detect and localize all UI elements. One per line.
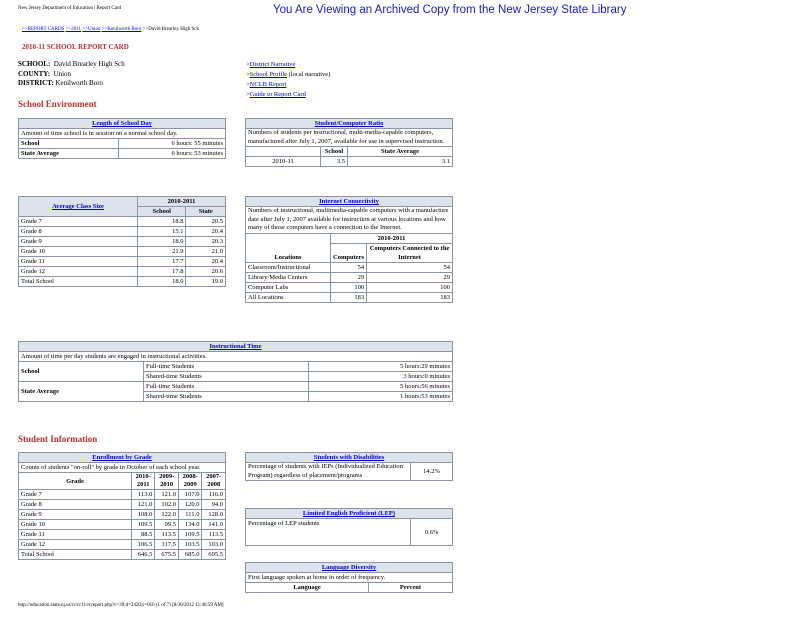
ratio-year: 2010-11 — [246, 157, 321, 167]
disabilities-description: Percentage of students with IEPs (Individualized Education Program) regardless of placement/programs — [246, 463, 411, 481]
lep-description: Percentage of LEP students — [246, 519, 411, 546]
breadcrumb-kenilworth[interactable]: >>Kenilworth Boro — [101, 27, 142, 32]
report-title: 2010-11 SCHOOL REPORT CARD — [22, 43, 129, 51]
breadcrumb — [22, 27, 199, 32]
ratio-state: 3.1 — [348, 157, 453, 167]
table-row: Classroom/Instructional 54 54 — [246, 262, 453, 272]
archive-notice: You Are Viewing an Archived Copy from the New Jersey State Library — [273, 4, 627, 16]
instructional-time-description: Amount of time per day students are engaged in instructional activities. — [19, 352, 453, 362]
table-row: Total School 646.5 675.5 685.0 695.5 — [19, 550, 226, 560]
disabilities-value: 14.2% — [411, 463, 453, 481]
row-value: 6 hours: 53 minutes — [119, 149, 226, 159]
table-row: Grade 11 17.7 20.4 — [19, 257, 226, 267]
instructional-time-table: Instructional Time Amount of time per day students are engaged in instructional activities. School Full-time Students 5 hours:29 minutes Shared-time Students 3 hours:0 minutes State Average Full-time Students 5 hours:56 minutes Shared-time Students 1 hours:53 minutes — [18, 341, 453, 402]
disabilities-table — [245, 452, 453, 481]
county-name: Union — [53, 69, 72, 78]
row-value: 6 hours: 55 minutes — [119, 139, 226, 149]
school-name: David Brearley High Sch — [53, 60, 125, 68]
link-guide[interactable]: Guide to Report Card — [249, 91, 306, 98]
col-grade: Grade — [19, 473, 132, 490]
breadcrumb-union[interactable]: >>Union — [82, 27, 101, 32]
disabilities-title[interactable]: Students with Disabilities — [313, 454, 385, 461]
table-row: Grade 9 18.0 20.3 — [19, 237, 226, 247]
footer-url: http://education.state.nj.us/rc/rc11/rcreport.php?c=39;d=2420;s=010 (1 of 7) [8/30/2012 11:46:59 AM] — [18, 603, 224, 608]
table-row: Library/Media Centers 29 29 — [246, 272, 453, 282]
table-row: Grade 9 108.0 122.0 111.0 128.0 — [19, 510, 226, 520]
breadcrumb-2011[interactable]: >>2011 — [65, 27, 82, 32]
report-links: >District Narrative >School Profile (local narrative) >NCLB Report >Guide to Report Card — [246, 61, 331, 98]
internet-connectivity-table — [245, 196, 453, 303]
enrollment-description: Counts of students "on-roll" by grade in October of each school year. — [19, 463, 226, 473]
class-size-table — [18, 196, 226, 287]
instructional-time-title[interactable]: Instructional Time — [209, 343, 262, 350]
computer-ratio-table — [245, 118, 453, 167]
row-label: School — [19, 139, 119, 149]
lep-title[interactable]: Limited English Proficient (LEP) — [302, 510, 396, 517]
table-row: Grade 8 121.0 102.0 120.0 94.0 — [19, 500, 226, 510]
computer-ratio-description: Numbers of students per instructional, multi-media-capable computers, manufactured after July 1, 2007, available for use in supervised instruction. — [246, 129, 453, 147]
lep-value: 0.6% — [411, 519, 453, 546]
col-locations: Locations — [246, 233, 331, 262]
school-label: SCHOOL: — [18, 60, 51, 68]
col-state-average: State Average — [348, 147, 453, 157]
table-row: Grade 10 21.9 21.0 — [19, 247, 226, 257]
table-row: All Locations 183 183 — [246, 292, 453, 302]
county-label: COUNTY: — [18, 69, 51, 78]
section-school-environment: School Environment — [18, 99, 97, 109]
table-row: Grade 8 15.1 20.4 — [19, 227, 226, 237]
district-name: Kenilworth Boro — [55, 79, 104, 87]
breadcrumb-current: >>David Brearley High Sch — [142, 27, 199, 32]
table-row: Grade 10 109.5 99.5 134.0 141.0 — [19, 520, 226, 530]
length-of-day-description: Amount of time school is in session on a normal school day. — [19, 129, 226, 139]
link-district-narrative[interactable]: District Narrative — [249, 61, 296, 68]
table-row: Grade 12 106.5 117.5 103.5 103.0 — [19, 540, 226, 550]
col-state: State — [186, 207, 226, 217]
group-label: State Average — [19, 382, 144, 402]
table-row: Grade 12 17.8 20.6 — [19, 267, 226, 277]
internet-description: Numbers of instructional, multimedia-capable computers with a manufacture date after July 1, 2007 available for instruction at various locations and how many of those computers have a connection to the Internet. — [246, 207, 453, 234]
link-nclb-report[interactable]: NCLB Report — [249, 81, 287, 88]
internet-title[interactable]: Internet Connectivity — [319, 198, 379, 205]
internet-year: 2010-2011 — [331, 233, 453, 243]
row-label: State Average — [19, 149, 119, 159]
lep-table — [245, 508, 453, 546]
computer-ratio-title[interactable]: Student/Computer Ratio — [314, 120, 384, 127]
table-row: Grade 7 113.0 121.0 107.0 116.0 — [19, 490, 226, 500]
language-description: First language spoken at home in order of frequency. — [246, 573, 453, 583]
col-connected: Computers Connected to the Internet — [367, 243, 453, 262]
district-label: DISTRICT: — [18, 79, 54, 87]
group-label: School — [19, 362, 144, 382]
length-of-day-table — [18, 118, 226, 159]
col-computers: Computers — [331, 243, 367, 262]
link-school-profile[interactable]: School Profile — [249, 71, 288, 78]
ratio-school: 3.5 — [321, 157, 348, 167]
table-row: Grade 7 18.8 20.5 — [19, 217, 226, 227]
section-student-information: Student Information — [18, 434, 98, 444]
language-title[interactable]: Language Diversity — [321, 564, 377, 571]
col-language: Language — [246, 583, 369, 593]
class-size-year: 2010-2011 — [138, 197, 226, 207]
table-row: Total School 18.0 19.0 — [19, 277, 226, 287]
breadcrumb-report-cards[interactable]: >>REPORT CARDS — [22, 27, 65, 32]
table-row: Grade 11 88.5 113.5 109.5 113.5 — [19, 530, 226, 540]
school-info — [18, 60, 125, 89]
col-percent: Percent — [369, 583, 453, 593]
length-of-day-title[interactable]: Length of School Day — [92, 120, 152, 127]
enrollment-table: Enrollment by Grade Counts of students "on-roll" by grade in October of each school year. Grade 2010-2011 2009-2010 2008-2009 2007-2008 Grade 7 113.0 121.0 107.0 116.0 Grade 8 121.0 102.0 120.0 94.0 Grade 9 108.0 122.0 111.0 128.0 Grade 10 109.5 99.5 134.0 141.0 Grade 11 88.5 113.5 109.5 113.5 Grade 12 106.5 117.5 103.5 103.0 Total School 646.5 675.5 685.0 695.5 — [18, 452, 226, 560]
browser-page-title: New Jersey Department of Education | Report Card — [18, 6, 122, 11]
table-row: Computer Labs 100 100 — [246, 282, 453, 292]
enrollment-title[interactable]: Enrollment by Grade — [92, 454, 152, 461]
language-diversity-table — [245, 562, 453, 593]
col-school: School — [138, 207, 186, 217]
class-size-title[interactable]: Average Class Size — [52, 203, 104, 210]
col-school: School — [321, 147, 348, 157]
